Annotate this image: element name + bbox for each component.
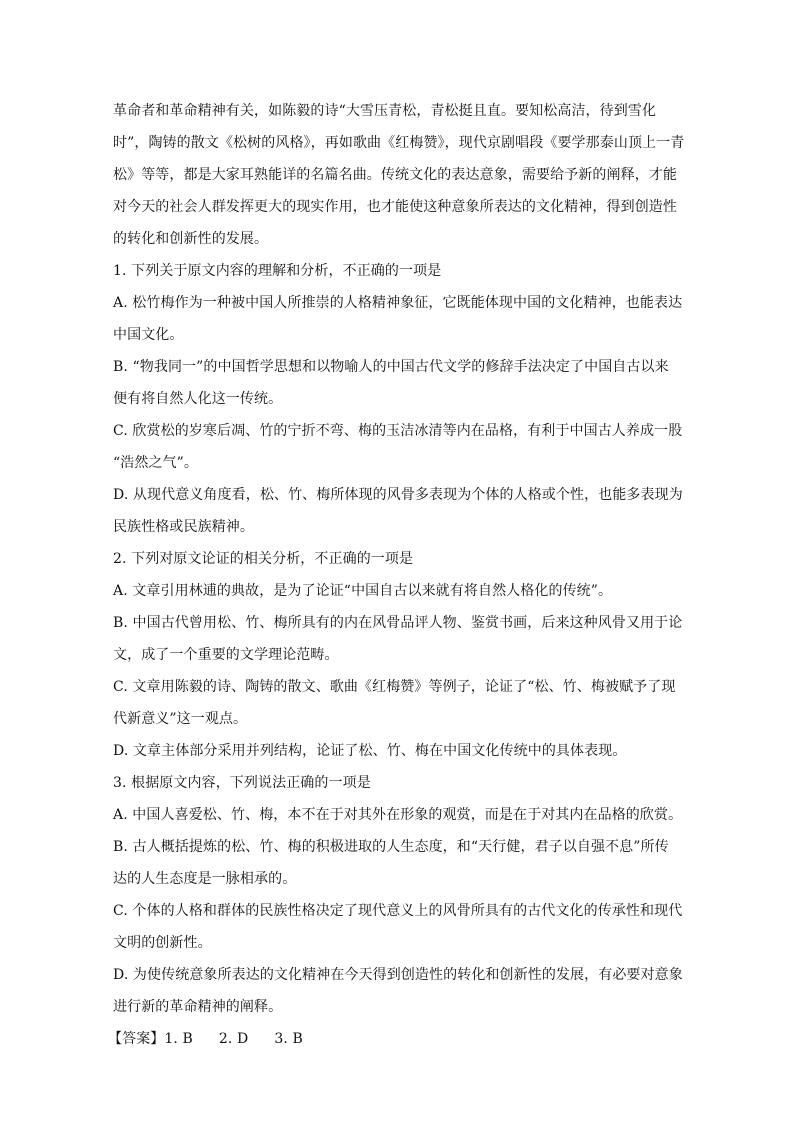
question-3-option-b: B. 古人概括提炼的松、竹、梅的积极进取的人生态度，和“天行健，君子以自强不息”所传 bbox=[113, 839, 669, 855]
answer-line bbox=[108, 1029, 303, 1049]
text-line: 时”，陶铸的散文《松树的风格》，再如歌曲《红梅赞》，现代京剧唱段《要学那泰山顶上一青 bbox=[113, 135, 685, 151]
question-1-option-b: B. “物我同一”的中国哲学思想和以物喻人的中国古代文学的修辞手法决定了中国自古以来 bbox=[113, 359, 669, 375]
question-3-option-a: A. 中国人喜爱松、竹、梅，本不在于对其外在形象的观赏，而是在于对其内在品格的欣赏。 bbox=[113, 807, 683, 823]
question-1-option-b-cont: 便有将自然人化这一传统。 bbox=[113, 391, 283, 407]
question-3-option-c-cont: 文明的创新性。 bbox=[113, 935, 212, 951]
question-1-option-a: A. 松竹梅作为一种被中国人所推崇的人格精神象征，它既能体现中国的文化精神，也能表达 bbox=[113, 295, 683, 311]
question-2-option-c-cont: 代新意义”这一观点。 bbox=[113, 711, 248, 727]
question-2-option-d: D. 文章主体部分采用并列结构，论证了松、竹、梅在中国文化传统中的具体表现。 bbox=[113, 743, 627, 759]
question-1-option-a-cont: 中国文化。 bbox=[113, 327, 184, 343]
question-3-option-d: D. 为使传统意象所表达的文化精神在今天得到创造性的转化和创新性的发展，有必要对意象 bbox=[113, 967, 683, 983]
text-line: 革命者和革命精神有关，如陈毅的诗“大雪压青松，青松挺且直。要知松高洁，待到雪化 bbox=[113, 103, 657, 119]
answer-item-1: 1. B bbox=[164, 1031, 193, 1047]
text-line: 松》等等，都是大家耳熟能详的名篇名曲。传统文化的表达意象，需要给予新的阐释，才能 bbox=[113, 167, 677, 183]
answer-item-2: 2. D bbox=[218, 1031, 249, 1047]
text-line: 的转化和创新性的发展。 bbox=[113, 231, 269, 247]
question-3-option-c: C. 个体的人格和群体的民族性格决定了现代意义上的风骨所具有的古代文化的传承性和现代 bbox=[113, 903, 683, 919]
question-2-option-c: C. 文章用陈毅的诗、陶铸的散文、歌曲《红梅赞》等例子，论证了“松、竹、梅被赋予了现 bbox=[113, 679, 676, 695]
question-2-option-a: A. 文章引用林逋的典故，是为了论证“中国自古以来就有将自然人格化的传统”。 bbox=[113, 583, 613, 599]
question-1-option-d-cont: 民族性格或民族精神。 bbox=[113, 519, 254, 535]
question-1-option-c: C. 欣赏松的岁寒后凋、竹的宁折不弯、梅的玉洁冰清等内在品格，有利于中国古人养成一股 bbox=[113, 423, 683, 439]
question-3-option-b-cont: 达的人生态度是一脉相承的。 bbox=[113, 871, 297, 887]
text-line: 对今天的社会人群发挥更大的现实作用，也才能使这种意象所表达的文化精神，得到创造性 bbox=[113, 199, 677, 215]
question-3-stem: 3. 根据原文内容，下列说法正确的一项是 bbox=[113, 775, 371, 791]
question-1-option-c-cont: “浩然之气”。 bbox=[113, 455, 199, 471]
answer-item-3: 3. B bbox=[274, 1031, 303, 1047]
question-2-option-b: B. 中国古代曾用松、竹、梅所具有的内在风骨品评人物、鉴赏书画，后来这种风骨又用于论 bbox=[113, 615, 683, 631]
question-2-option-b-cont: 文，成了一个重要的文学理论范畴。 bbox=[113, 647, 339, 663]
question-1-stem: 1. 下列关于原文内容的理解和分析，不正确的一项是 bbox=[113, 263, 442, 279]
question-2-stem: 2. 下列对原文论证的相关分析，不正确的一项是 bbox=[113, 551, 414, 567]
answer-label: 【答案】 bbox=[108, 1031, 165, 1047]
question-3-option-d-cont: 进行新的革命精神的阐释。 bbox=[113, 999, 283, 1015]
question-1-option-d: D. 从现代意义角度看，松、竹、梅所体现的风骨多表现为个体的人格或个性，也能多表现为 bbox=[113, 487, 683, 503]
